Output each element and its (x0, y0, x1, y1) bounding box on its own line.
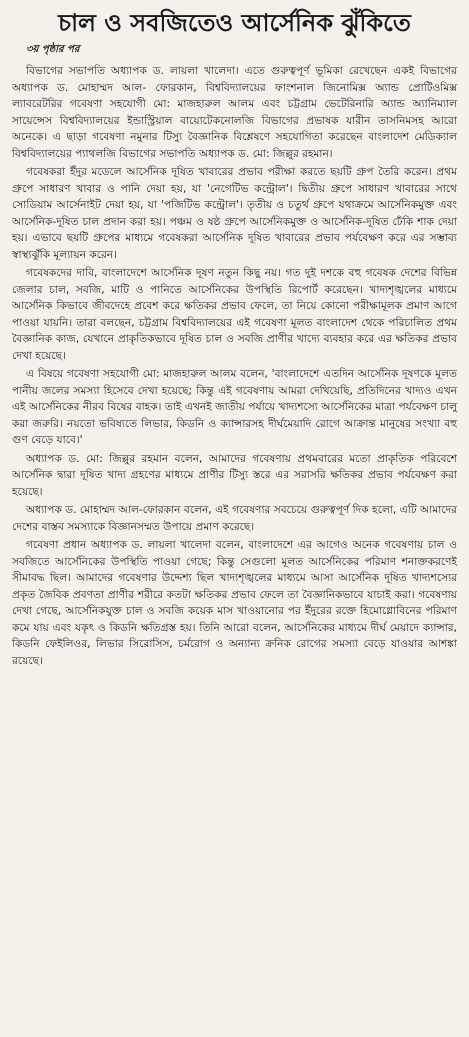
article-headline: চাল ও সবজিতেও আর্সেনিক ঝুঁকিতে (58, 9, 411, 37)
paragraph-7: গবেষণা প্রধান অধ্যাপক ড. লায়লা খালেদা বলেন, বাংলাদেশে এর আগেও অনেক গবেষণায় চাল ও সবজিতে আর্সেনিকের উপস্থিতি পাওয়া গেছে; কিন্তু সেগুলো মূলত আর্সেনিকের পরিমাণ শনাক্তকরণেই সীমাবদ্ধ ছিল। আমাদের গবেষণার উদ্দেশ্য ছিল খাদ্যশৃঙ্খলের মাধ্যমে আসা আর্সেনিক দূষিত খাদ্যশস্যের প্রকৃত জৈবিক প্রবণতা প্রাণীর শরীরে কতটা ক্ষতিকর প্রভাব ফেলে তা বৈজ্ঞানিকভাবে যাচাই করা। গবেষণায় দেখা গেছে, আর্সেনিকযুক্ত চাল ও সবজি কয়েক মাস খাওয়ানোর পর ইঁদুরের রক্তে হিমোগ্লোবিনের পরিমাণ কমে যায় এবং যকৃৎ ও কিডনি ক্ষতিগ্রস্ত হয়। তিনি আরো বলেন, আর্সেনিকের মাধ্যমে দীর্ঘ মেয়াদে ক্যান্সার, কিডনি ফেইলিওর, লিভার সিরোসিস, চর্মরোগ ও অন্যান্য ক্রনিক রোগের সমস্যা বেড়ে যাওয়ার আশঙ্কা রয়েছে। (12, 539, 457, 667)
paragraph-1: বিভাগের সভাপতি অধ্যাপক ড. লায়লা খালেদা। এতে গুরুত্বপূর্ণ ভূমিকা রেখেছেন একই বিভাগের অধ্যাপক ড. মোহাম্মদ আল- ফোরকান, বিশ্ববিদ্যালয়ের ফাংশনাল জিনোমিক্স অ্যান্ড প্রোটিওমিক্স ল্যাবরেটরির গবেষণা সহযোগী মো: মাজহারুল আলম এবং চট্টগ্রাম ভেটেরিনারি অ্যান্ড অ্যানিম্যাল সায়েন্সেস বিশ্ববিদ্যালয়ের ইন্ডাস্ট্রিয়াল বায়োটেকনোলজি বিভাগের প্রভাষক যারীন তাসনিমসহ আরো অনেকে। এ ছাড়া গবেষণা নমুনার টিস্যু বৈজ্ঞানিক বিশ্লেষণে সহযোগিতা করেছেন বাংলাদেশ মেডিক্যাল বিশ্ববিদ্যালয়ের প্যাথলজি বিভাগের সভাপতি অধ্যাপক ড. মো: জিল্লুর রহমান। (12, 65, 457, 160)
paragraph-2: গবেষকরা ইঁদুর মডেলে আর্সেনিক দূষিত খাবারের প্রভাব পরীক্ষা করতে ছয়টি গ্রুপ তৈরি করেন। প্রথম গ্রুপে সাধারণ খাবার ও পানি দেয়া হয়, যা 'নেগেটিভ কন্ট্রোল'। দ্বিতীয় গ্রুপে সাধারণ খাবারের সাথে সোডিয়াম আর্সেনাইট দেয়া হয়, যা 'পজিটিভ কন্ট্রোল'। তৃতীয় ও চতুর্থ গ্রুপে যথাক্রমে আর্সেনিকমুক্ত এবং আর্সেনিক-দূষিত চাল প্রদান করা হয়। পঞ্চম ও ষষ্ঠ গ্রুপে আর্সেনিকমুক্ত ও আর্সেনিক-দূষিত ঢেঁকি শাক দেয়া হয়। এভাবে ছয়টি গ্রুপের মাধ্যমে গবেষকরা আর্সেনিক দূষিত খাবারের প্রভাব পর্যবেক্ষণ করে এর সম্ভাব্য স্বাস্থ্যঝুঁকি মূল্যায়ন করেন। (12, 166, 457, 261)
paragraph-3: গবেষকদের দাবি, বাংলাদেশে আর্সেনিক দূষণ নতুন কিছু নয়। গত দুই দশকে বহু গবেষক দেশের বিভিন্ন জেলার চাল, সবজি, মাটি ও পানিতে আর্সেনিকের উপস্থিতি রিপোর্ট করেছেন। খাদ্যশৃঙ্খলের মাধ্যমে আর্সেনিক কিভাবে জীবদেহে প্রবেশ করে ক্ষতিকর প্রভাব ফেলে, তা নিয়ে কোনো পরীক্ষামূলক প্রমাণ আগে পাওয়া যায়নি। তারা বলছেন, চট্টগ্রাম বিশ্ববিদ্যালয়ের এই গবেষণা মূলত বাংলাদেশ থেকে পরিচালিত প্রথম বৈজ্ঞানিক কাজ, যেখানে প্রাকৃতিকভাবে দূষিত চাল ও সবজি প্রাণীর খাদ্যে ব্যবহার করে এর ক্ষতিকর প্রভাব দেখা হয়েছে। (12, 267, 457, 362)
paragraph-6: অধ্যাপক ড. মোহাম্মদ আল-ফোরকান বলেন, এই গবেষণার সবচেয়ে গুরুত্বপূর্ণ দিক হলো, এটি আমাদের দেশের বাস্তব সমস্যাকে বিজ্ঞানসম্মত উপায়ে প্রমাণ করেছে। (12, 504, 457, 533)
paragraph-5: অধ্যাপক ড. মো: জিল্লুর রহমান বলেন, আমাদের গবেষণায় প্রথমবারের মতো প্রাকৃতিক পরিবেশে আর্সেনিক দ্বারা দূষিত খাদ্য গ্রহণের মাধ্যমে প্রাণীর টিস্যু স্তরে এর সরাসরি ক্ষতিকর প্রভাব পর্যবেক্ষণ করা হয়েছে। (12, 452, 457, 498)
continued-from-label: ৩য় পৃষ্ঠার পর (26, 44, 80, 55)
paragraph-4: এ বিষয়ে গবেষণা সহযোগী মো: মাজহারুল আলম বলেন, 'বাংলাদেশে এতদিন আর্সেনিক দূষণকে মূলত পানীয় জলের সমস্যা হিসেবে দেখা হয়েছে; কিন্তু এই গবেষণায় আমরা দেখিয়েছি, প্রতিদিনের খাদ্যও এখন এই আর্সেনিকের নীরব বিষের বাহক। তাই এখনই জাতীয় পর্যায়ে খাদ্যশস্যে আর্সেনিকের মাত্রা পর্যবেক্ষণ চালু করা জরুরি। নয়তো ভবিষ্যতে লিভার, কিডনি ও ক্যান্সারসহ দীর্ঘমেয়াদি রোগে আক্রান্ত মানুষের সংখ্যা বহু গুণ বেড়ে যাবে।' (12, 368, 457, 446)
article-body (12, 63, 457, 669)
